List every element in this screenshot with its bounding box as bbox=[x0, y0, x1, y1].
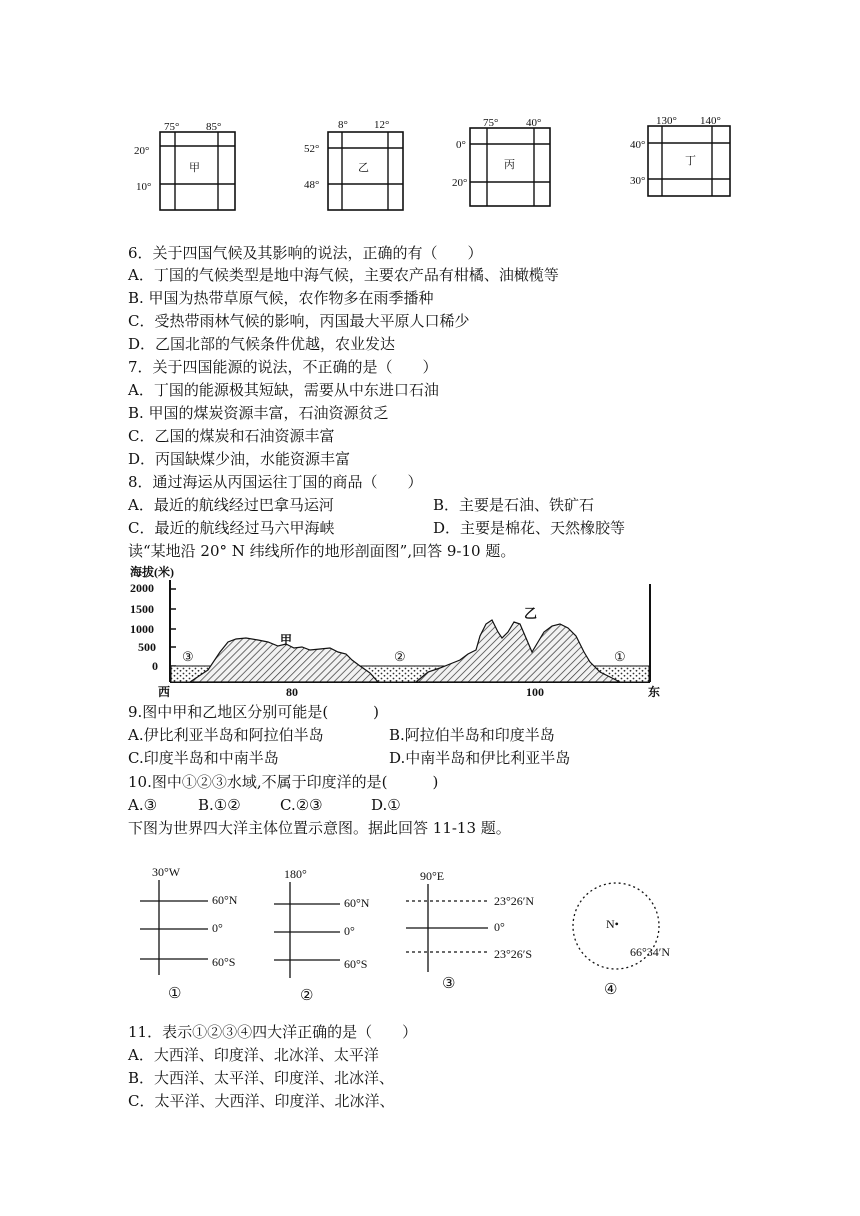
map-ding-country: 丁 bbox=[685, 155, 696, 167]
map-bing-lat1: 0° bbox=[456, 139, 466, 151]
map-yi bbox=[304, 119, 403, 210]
map-yi-country: 乙 bbox=[358, 162, 369, 174]
profile-west: 西 bbox=[158, 685, 171, 699]
q6-option-d: D．乙国北部的气候条件优越，农业发达 bbox=[128, 335, 396, 353]
q11-option-b: B．大西洋、太平洋、印度洋、北冰洋、 bbox=[128, 1069, 395, 1087]
ocean-3-lat-tropic-s: 23°26′S bbox=[494, 947, 533, 961]
profile-label-jia: 甲 bbox=[280, 633, 293, 647]
q6-option-c: C．受热带雨林气候的影响，丙国最大平原人口稀少 bbox=[128, 312, 470, 330]
ocean-4-pole: N• bbox=[606, 917, 619, 931]
profile-ytick-0: 0 bbox=[152, 659, 158, 673]
q7-option-a: A．丁国的能源极其短缺，需要从中东进口石油 bbox=[128, 381, 439, 399]
ocean-1-lat-60s: 60°S bbox=[212, 955, 236, 969]
ocean-diagram-2 bbox=[274, 867, 370, 1004]
map-ding-lat1: 40° bbox=[630, 139, 646, 151]
ocean-diagram-1 bbox=[140, 865, 238, 1002]
map-ding-lon1: 130° bbox=[656, 115, 677, 127]
map-bing-lon1: 75° bbox=[483, 117, 499, 129]
country-grid-maps bbox=[120, 108, 760, 218]
ocean-2-num: ② bbox=[300, 988, 314, 1004]
q7-stem: 7．关于四国能源的说法，不正确的是（ ） bbox=[128, 358, 438, 376]
profile-xtick-80: 80 bbox=[286, 685, 298, 699]
ocean-3-lat-0: 0° bbox=[494, 920, 505, 934]
q8-option-c: C．最近的航线经过马六甲海峡 bbox=[128, 519, 335, 537]
q10-option-d: D.① bbox=[371, 796, 401, 814]
intro-11-13: 下图为世界四大洋主体位置示意图。据此回答 11-13 题。 bbox=[128, 819, 511, 837]
intro-9-10: 读“某地沿 20° N 纬线所作的地形剖面图”,回答 9-10 题。 bbox=[128, 542, 516, 560]
profile-water-3: ③ bbox=[182, 649, 194, 664]
profile-ytick-1500: 1500 bbox=[130, 602, 154, 616]
q10-stem: 10.图中①②③水域,不属于印度洋的是( ) bbox=[128, 773, 439, 791]
ocean-1-num: ① bbox=[168, 986, 182, 1002]
profile-xtick-100: 100 bbox=[526, 685, 544, 699]
map-jia-lat1: 20° bbox=[134, 145, 150, 157]
q9-stem: 9.图中甲和乙地区分别可能是( ) bbox=[128, 703, 380, 721]
profile-ylabel: 海拔(米) bbox=[130, 565, 174, 579]
map-bing-lon2: 40° bbox=[526, 117, 542, 129]
q11-stem: 11．表示①②③④四大洋正确的是（ ） bbox=[128, 1023, 418, 1041]
q7-option-c: C．乙国的煤炭和石油资源丰富 bbox=[128, 427, 335, 445]
ocean-1-lon: 30°W bbox=[152, 865, 181, 879]
profile-water-1: ① bbox=[614, 649, 626, 664]
profile-ytick-500: 500 bbox=[138, 640, 156, 654]
terrain-yi bbox=[416, 620, 620, 682]
ocean-3-lat-tropic-n: 23°26′N bbox=[494, 894, 535, 908]
map-jia bbox=[134, 121, 235, 210]
q10-option-c: C.②③ bbox=[280, 796, 323, 814]
q8-option-d: D．主要是棉花、天然橡胶等 bbox=[433, 519, 626, 537]
q7-option-b: B. 甲国的煤炭资源丰富，石油资源贫乏 bbox=[128, 404, 389, 422]
ocean-1-lat-0: 0° bbox=[212, 921, 223, 935]
q6-option-a: A．丁国的气候类型是地中海气候，主要农产品有柑橘、油橄榄等 bbox=[128, 266, 559, 284]
q6-stem: 6．关于四国气候及其影响的说法，正确的有（ ） bbox=[128, 244, 483, 262]
ocean-diagrams bbox=[128, 860, 708, 1010]
ocean-1-lat-60n: 60°N bbox=[212, 893, 238, 907]
q9-option-c: C.印度半岛和中南半岛 bbox=[128, 749, 279, 767]
map-ding-lat2: 30° bbox=[630, 175, 646, 187]
map-ding bbox=[630, 115, 730, 196]
map-bing-country: 丙 bbox=[504, 159, 515, 171]
q10-option-b: B.①② bbox=[198, 796, 241, 814]
profile-ytick-2000: 2000 bbox=[130, 581, 154, 595]
profile-water-2: ② bbox=[394, 649, 406, 664]
q11-option-a: A．大西洋、印度洋、北冰洋、太平洋 bbox=[128, 1046, 379, 1064]
map-yi-lon1: 8° bbox=[338, 119, 348, 131]
map-jia-lat2: 10° bbox=[136, 181, 152, 193]
q8-option-b: B．主要是石油、铁矿石 bbox=[433, 496, 595, 514]
profile-ytick-1000: 1000 bbox=[130, 622, 154, 636]
map-yi-lat2: 48° bbox=[304, 179, 320, 191]
ocean-4-num: ④ bbox=[604, 982, 618, 998]
q6-option-b: B. 甲国为热带草原气候，农作物多在雨季播种 bbox=[128, 289, 434, 307]
terrain-profile bbox=[128, 562, 688, 702]
q9-option-d: D.中南半岛和伊比利亚半岛 bbox=[389, 749, 571, 767]
ocean-2-lon: 180° bbox=[284, 867, 307, 881]
q9-option-a: A.伊比利亚半岛和阿拉伯半岛 bbox=[128, 726, 324, 744]
q10-option-a: A.③ bbox=[128, 796, 158, 814]
ocean-4-lat: 66°34′N bbox=[630, 945, 671, 959]
q11-option-c: C．太平洋、大西洋、印度洋、北冰洋、 bbox=[128, 1092, 395, 1110]
ocean-3-num: ③ bbox=[442, 976, 456, 992]
q8-option-a: A．最近的航线经过巴拿马运河 bbox=[128, 496, 334, 514]
map-yi-lat1: 52° bbox=[304, 143, 320, 155]
map-yi-lon2: 12° bbox=[374, 119, 390, 131]
ocean-2-lat-60n: 60°N bbox=[344, 896, 370, 910]
ocean-diagram-3 bbox=[406, 869, 534, 992]
ocean-2-lat-60s: 60°S bbox=[344, 957, 368, 971]
ocean-diagram-4 bbox=[573, 883, 670, 998]
q8-stem: 8．通过海运从丙国运往丁国的商品（ ） bbox=[128, 473, 423, 491]
ocean-2-lat-0: 0° bbox=[344, 924, 355, 938]
map-jia-lon2: 85° bbox=[206, 121, 222, 133]
map-bing bbox=[452, 117, 550, 206]
profile-east: 东 bbox=[648, 685, 661, 699]
ocean-3-lon: 90°E bbox=[420, 869, 445, 883]
profile-label-yi: 乙 bbox=[524, 606, 538, 621]
q9-option-b: B.阿拉伯半岛和印度半岛 bbox=[389, 726, 555, 744]
map-jia-lon1: 75° bbox=[164, 121, 180, 133]
map-bing-lat2: 20° bbox=[452, 177, 468, 189]
q7-option-d: D．丙国缺煤少油，水能资源丰富 bbox=[128, 450, 351, 468]
map-ding-lon2: 140° bbox=[700, 115, 721, 127]
map-jia-country: 甲 bbox=[189, 162, 200, 174]
